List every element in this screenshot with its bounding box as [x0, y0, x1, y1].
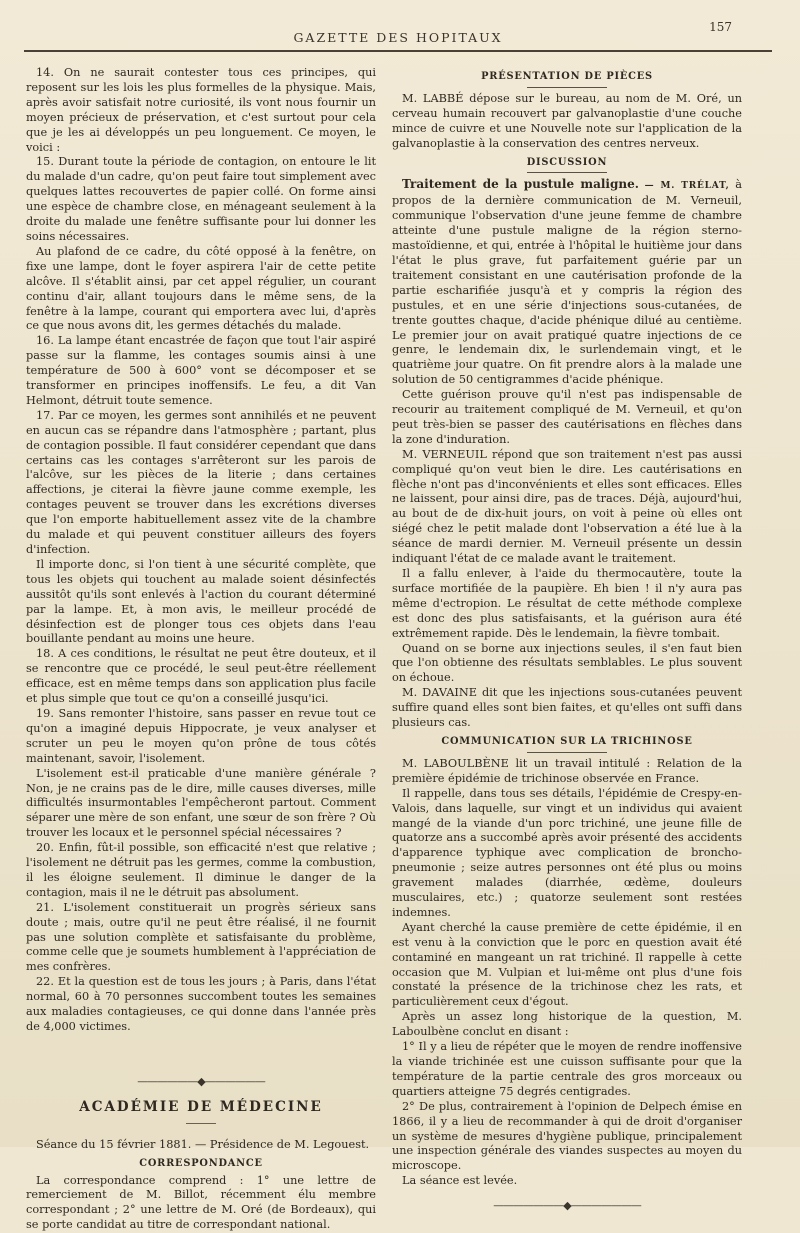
header-rule — [24, 50, 772, 52]
paragraph: M. VERNEUIL répond que son traitement n'est pas aussi compliqué qu'on veut bien le dire. Les cautérisations en flèche n'ont pas d'inconvénients et elles sont efficaces. Elles ne laissent, pour ainsi dire, pas de traces. Déjà, aujourd'hui, au bout de de dix-huit jours, on voit à peine où elles ont siégé chez le petit malade dont l'observation a été lue à la séance de mardi dernier. M. Verneuil présente un dessin indiquant l'état de ce malade avant le traitement. — [392, 447, 742, 566]
running-head: GAZETTE DES HOPITAUX — [293, 30, 503, 45]
discussion-lead — [392, 177, 742, 388]
paragraph: M. LABOULBÈNE lit un travail intitulé : Relation de la première épidémie de trichinose observée en France. — [392, 756, 742, 785]
seance-line: Séance du 15 février 1881. — Présidence de M. Legouest. — [36, 1137, 370, 1151]
paragraph: M. DAVAINE dit que les injections sous-cutanées peuvent suffire quand elles sont bien faites, et qu'elles ont suffi dans plusieurs cas. — [392, 686, 742, 730]
paragraph: 22. Et la question est de tous les jours ; à Paris, dans l'état normal, 60 à 70 personnes succombent toutes les semaines aux maladies contagieuses, ce qui donne dans l'année près de 4,000 victimes. — [26, 975, 376, 1033]
academie-title: ACADÉMIE DE MÉDECINE — [79, 1098, 323, 1115]
page-header — [24, 14, 772, 54]
paragraph: Au plafond de ce cadre, du côté opposé à la fenêtre, on fixe une lampe, dont le foyer aspirera l'air de cette petite alcôve. Il s'établit ainsi, par cet appel régulier, un courant continu d'air, allant toujours dans le même sens, de la fenêtre à la lampe, courant qui emportera avec lui, d'après ce que nous avons dit, les germes détachés du malade. — [26, 244, 376, 333]
title-rule — [186, 1123, 216, 1124]
correspondance-text: La correspondance comprend : 1° une lettre de remerciement de M. Billot, récemment élu membre correspondant ; 2° une lettre de M. Oré (de Bordeaux), qui se porte candidat au titre de correspondant national. — [26, 1173, 376, 1232]
correspondance-heading: CORRESPONDANCE — [139, 1157, 263, 1169]
right-column — [392, 66, 742, 1213]
discussion-title: Traitement de la pustule maligne. — [402, 177, 639, 192]
closing-ornament: ———————◆——————— — [493, 1199, 641, 1213]
presentation-heading: PRÉSENTATION DE PIÈCES — [481, 71, 653, 82]
presentation-text: M. LABBÉ dépose sur le bureau, au nom de M. Oré, un cerveau humain recouvert par galvanoplastie d'une couche mince de cuivre et une Nouvelle note sur l'application de la galvanoplastie à la conservation des centres nerveux. — [392, 91, 742, 150]
paragraph: Ayant cherché la cause première de cette épidémie, il en est venu à la conviction que le porc en question avait été contaminé en mangeant un rat trichiné. Il rappelle à cette occasion que M. Vulpian et lui-même ont plus d'une fois constaté la présence de la trichinose chez les rats, et particulièrement ceux d'égout. — [392, 920, 742, 1009]
heading-rule — [527, 87, 607, 88]
heading-rule — [527, 172, 607, 173]
paragraph: 1° Il y a lieu de répéter que le moyen de rendre inoffensive la viande trichinée est une cuisson suffisante pour que la température de la partie centrale des gros morceaux ou quartiers atteigne 75 degrés centigrades. — [392, 1040, 742, 1098]
discussion-speaker: — M. TRÉLAT, — [644, 181, 730, 192]
paragraph: L'isolement est-il praticable d'une manière générale ? Non, je ne crains pas de le dire, mille causes diverses, mille difficultés insurmontables l'empêcheront partout. Comment séparer une mère de son enfant, une sœur de son frère ? Où trouver les locaux et le personnel spécial nécessaires ? — [26, 766, 376, 840]
paragraph: 16. La lampe étant encastrée de façon que tout l'air aspiré passe sur la flamme, les contages soumis ainsi à une température de 500 à 600° vont se décomposer et se transformer en principes inoffensifs. Le feu, a dit Van Helmont, détruit toute semence. — [26, 334, 376, 407]
paragraph: Cette guérison prouve qu'il n'est pas indispensable de recourir au traitement compliqué de M. Verneuil, et qu'on peut très-bien se passer des cautérisations en flèches dans la zone d'induration. — [392, 388, 742, 446]
communication-heading: COMMUNICATION SUR LA TRICHINOSE — [441, 735, 693, 747]
paragraph: Il importe donc, si l'on tient à une sécurité complète, que tous les objets qui touchent au malade soient désinfectés aussitôt qu'ils sont enlevés à l'action du courant déterminé par la lampe. Et, à mon avis, le meilleur procédé de désinfection est de plonger tous ces objets dans l'eau bouillante pendant au moins une heure. — [26, 557, 376, 646]
paragraph: 18. A ces conditions, le résultat ne peut être douteux, et il se rencontre que ce procédé, le seul peut-être réellement efficace, est en même temps dans son application plus facile et plus simple que tout ce qu'on a conseillé jusqu'ici. — [26, 647, 376, 706]
page-number: 157 — [709, 20, 732, 34]
paragraph: 19. Sans remonter l'histoire, sans passer en revue tout ce qu'on a imaginé depuis Hippocrate, je veux analyser et scruter un peu le moyen qu'on prône de tous côtés maintenant, savoir, l'isolement. — [26, 706, 376, 765]
paragraph: Il a fallu enlever, à l'aide du thermocautère, toute la surface mortifiée de la paupière. Eh bien ! il n'y aura pas même d'ectropion. Le résultat de cette méthode complexe est donc des plus satisfaisants, et la guérison aura été extrêmement rapide. Dès le lendemain, la fièvre tombait. — [392, 567, 742, 640]
paragraph: 2° De plus, contrairement à l'opinion de Delpech émise en 1866, il y a lieu de recommander à qui de droit d'organiser un système de mesures d'hygiène publique, principalement une inspection générale des viandes suspectes au moyen du microscope. — [392, 1099, 742, 1173]
paragraph: Après un assez long historique de la question, M. Laboulbène conclut en disant : — [392, 1010, 742, 1039]
section-ornament: ——————◆—————— — [137, 1074, 265, 1088]
paragraph: La séance est levée. — [402, 1174, 518, 1188]
paragraph: 15. Durant toute la période de contagion, on entoure le lit du malade d'un cadre, qu'on peut faire tout simplement avec quelques lattes recouvertes de papier collé. On forme ainsi une espèce de chambre close, en ménageant seulement à la droite du malade une fenêtre suffisante pour lui donner les soins nécessaires. — [26, 155, 376, 243]
heading-rule — [527, 752, 607, 753]
paragraph: 17. Par ce moyen, les germes sont annihilés et ne peuvent en aucun cas se répandre dans l'atmosphère ; partant, plus de contagion possible. Il faut considérer cependant que dans certains cas les contages s'arrêteront sur les parois de l'alcôve, sur les pièces de la literie ; dans certaines affections, je citerai la fièvre jaune comme exemple, les contages peuvent se trouver dans les excrétions diverses que l'on emporte habituellement assez vite de la chambre du malade et qui peuvent constituer ailleurs des foyers d'infection. — [26, 408, 376, 556]
paragraph: Il rappelle, dans tous ses détails, l'épidémie de Crespy-en-Valois, dans laquelle, sur vingt et un individus qui avaient mangé de la viande d'un porc trichiné, une jeune fille de quatorze ans a succombé après avoir présenté des accidents d'apparence typhique avec complication de broncho-pneumonie ; seize autres personnes ont été plus ou moins gravement malades (diarrhée, œdème, douleurs musculaires, etc.) ; quatorze seulement sont restées indemnes. — [392, 786, 742, 919]
paragraph: 21. L'isolement constituerait un progrès sérieux sans doute ; mais, outre qu'il ne peut être réalisé, il ne fournit pas une solution complète et satisfaisante du problème, comme celle que je soumets humblement à l'appréciation de mes confrères. — [26, 900, 376, 974]
paragraph: 20. Enfin, fût-il possible, son efficacité n'est que relative ; l'isolement ne détruit pas les germes, comme la combustion, il les éloigne seulement. Il diminue le danger de la contagion, mais il ne le détruit pas absolument. — [26, 841, 376, 899]
paragraph: à propos de la dernière communication de M. Verneuil, communique l'observation d'une jeune femme de chambre atteinte d'une pustule maligne de la région sterno-mastoïdienne, et qui, entrée à l'hôpital le huitième jour dans l'état le plus grave, fut parfaitement guérie par un traitement consistant en une cautérisation profonde de la partie escharifiée jusqu'à et y compris la région des pustules, et en une série d'injections sous-cutanées, de trente gouttes chaque, d'acide phénique dilué au centième. Le premier jour on avait pratiqué quatre injections de ce genre, le lendemain dix, le surlendemain vingt, et le quatrième jour quatre. On fit prendre alors à la malade une solution de 50 centigrammes d'acide phénique. — [392, 178, 742, 387]
paragraph: 14. On ne saurait contester tous ces principes, qui reposent sur les lois les plus formelles de la physique. Mais, après avoir satisfait notre curiosité, ils vont nous fournir un moyen précieux de préservation, et c'est surtout pour cela que je les ai développés un peu longuement. Ce moyen, le voici : — [26, 66, 376, 154]
left-column — [26, 66, 376, 1232]
discussion-heading: DISCUSSION — [526, 156, 608, 168]
paragraph: Quand on se borne aux injections seules, il s'en faut bien que l'on obtienne des résultats semblables. Le plus souvent on échoue. — [392, 641, 742, 685]
